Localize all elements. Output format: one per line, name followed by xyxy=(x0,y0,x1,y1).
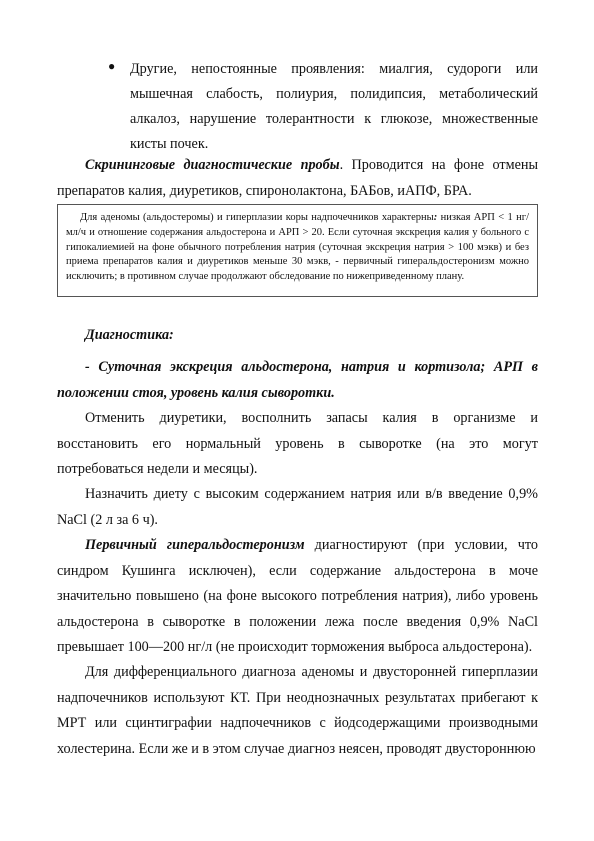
paragraph-differential-diagnosis: Для дифференциального диагноза аденомы и двусторонней гиперплазии надпочечников используют КТ. При неоднозначных результатах прибегают к МРТ или сцинтиграфии надпочечников с йодсодержащими производными холестерина. Если же и в этом случае диагноз неясен, проводят двустороннюю xyxy=(57,664,538,757)
paragraph-withdraw-diuretics: Отменить диуретики, восполнить запасы калия в организме и восстановить его нормальный уровень в сыворотке (на это могут потребоваться недели и месяцы). xyxy=(57,410,538,477)
screening-text: . Проводится на фоне отмены препаратов калия, диуретиков, спиронолактона, БАБов, иАПФ, БРА. xyxy=(57,157,538,199)
primary-hyperaldosteronism-term: Первичный гиперальдостеронизм xyxy=(85,537,305,553)
diagnostics-item: - Суточная экскреция альдостерона, натрия и кортизола; АРП в положении стоя, уровень калия сыворотки. xyxy=(57,359,538,401)
info-box-text-before: Для аденомы (альдостеромы) и гиперплазии коры надпочечников характерны xyxy=(80,212,434,223)
paragraph-primary-hyperaldosteronism xyxy=(57,533,538,661)
screening-paragraph xyxy=(57,153,538,204)
screening-title: Скрининговые диагностические пробы xyxy=(85,157,340,173)
bullet-marker: ● xyxy=(108,59,116,73)
bullet-text: Другие, непостоянные проявления: миалгия, судороги или мышечная слабость, полиурия, полидипсия, метаболический алкалоз, нарушение толерантности к глюкозе, множественные кисты почек. xyxy=(130,61,538,152)
paragraph-sodium-diet: Назначить диету с высоким содержанием натрия или в/в введение 0,9% NaCl (2 л за 6 ч). xyxy=(57,486,538,528)
diagnostics-heading: Диагностика: xyxy=(85,327,174,343)
primary-hyperaldosteronism-text: диагностируют (при условии, что синдром Кушинга исключен), если содержание альдостерона в моче значительно повышено (на фоне высокого потребления натрия), либо уровень альдостерона в сыворотке в положении лежа после введения 0,9% NaCl превышает 100—200 нг/л (не происходит торможения выброса альдостерона). xyxy=(57,537,538,655)
info-box-colon: : xyxy=(433,212,438,223)
info-box-text xyxy=(66,211,529,285)
info-box xyxy=(57,204,538,297)
info-box-text-after: низкая АРП < 1 нг/мл/ч и отношение содержания альдостерона и АРП > 20. Если суточная экскреция калия у больного с гипокалиемией на фоне обычного потребления натрия (суточная экскреция натрия > 100 мэкв) и без приема препаратов калия и диуретиков меньше 30 мэкв, - первичный гиперальдостеронизм можно исключить; в противном случае продолжают обследование по нижеприведенному плану. xyxy=(66,212,529,283)
